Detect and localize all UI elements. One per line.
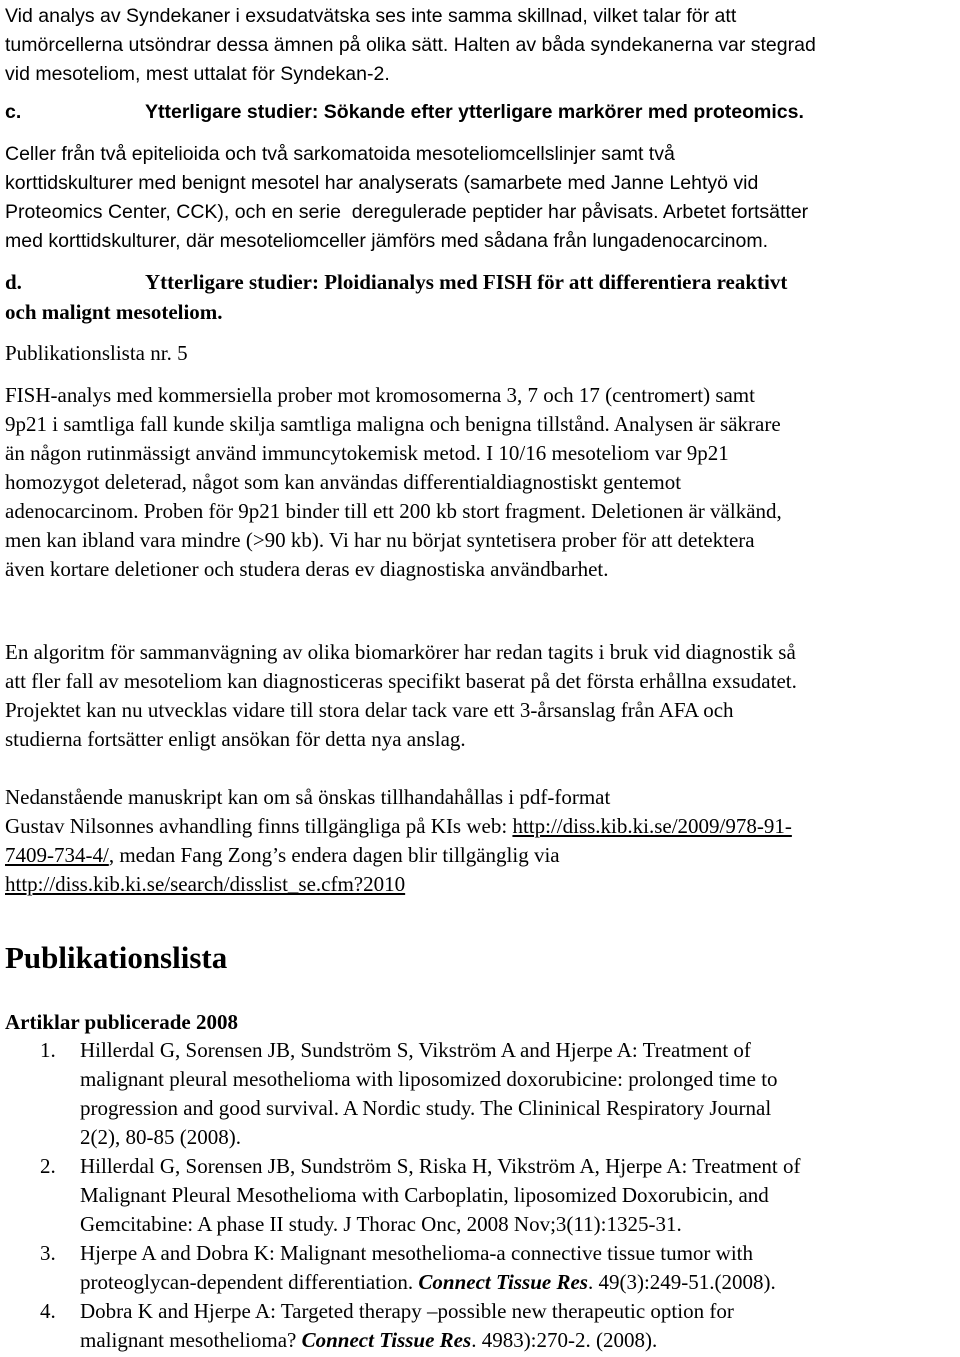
algorithm-line: En algoritm för sammanvägning av olika biomarkörer har redan tagits i bruk vid diagnostik så (5, 640, 796, 664)
algorithm-line: Projektet kan nu utvecklas vidare till stora delar tack vare ett 3-årsanslag från AFA och (5, 698, 734, 722)
publications-subheading: Artiklar publicerade 2008 (5, 1010, 238, 1034)
section-d-title: Ytterligare studier: Ploidianalys med FISH för att differentiera reaktivt (145, 270, 788, 294)
list-item-line: malignant pleural mesothelioma with liposomized doxorubicine: prolonged time to (80, 1067, 778, 1091)
section-c-line: korttidskulturer med benignt mesotel har analyserats (samarbete med Janne Lehtyö vid (5, 172, 759, 194)
list-item-line: Gemcitabine: A phase II study. J Thorac Onc, 2008 Nov;3(11):1325-31. (80, 1212, 682, 1236)
section-c-heading (5, 98, 804, 127)
manuscripts-line (5, 812, 792, 841)
intro-line: tumörcellerna utsöndrar dessa ämnen på olika sätt. Halten av båda syndekanerna var stegrad (5, 34, 816, 56)
section-c-line (5, 198, 808, 227)
list-item-number: 2. (40, 1154, 56, 1178)
list-item-line: Hillerdal G, Sorensen JB, Sundström S, Vikström A and Hjerpe A: Treatment of (80, 1038, 751, 1062)
list-item-line: Hjerpe A and Dobra K: Malignant mesothelioma-a connective tissue tumor with (80, 1241, 754, 1265)
list-item-line: Dobra K and Hjerpe A: Targeted therapy –possible new therapeutic option for (80, 1299, 734, 1323)
disslist-link[interactable]: http://diss.kib.ki.se/search/disslist_se.cfm?2010 (5, 872, 406, 896)
intro-line: vid mesoteliom, mest uttalat för Syndekan-2. (5, 63, 390, 85)
section-d-line: homozygot deleterad, något som kan användas differentialdiagnostiskt gentemot (5, 470, 682, 494)
manuscripts-line: Nedanstående manuskript kan om så önskas tillhandahållas i pdf-format (5, 785, 611, 809)
section-c-line: med korttidskulturer, där mesoteliomceller jämförs med sådana från lungadenocarcinom. (5, 230, 769, 252)
manuscripts-text: , medan Fang Zong’s endera dagen blir tillgänglig via (108, 843, 560, 867)
section-d-line: men kan ibland vara mindre (>90 kb). Vi har nu börjat syntetisera prober för att detektera (5, 528, 755, 552)
section-c-text-tail: Arbetet fortsätter (658, 201, 809, 223)
list-item-line (80, 1326, 657, 1355)
list-item-number: 1. (40, 1038, 56, 1062)
manuscripts-line (5, 870, 405, 899)
section-d-label: d. (5, 270, 22, 294)
list-item-line: 2(2), 80-85 (2008). (80, 1125, 241, 1149)
manuscripts-text: Gustav Nilsonnes avhandling finns tillgängliga på KIs web: (5, 814, 513, 838)
list-item-line: progression and good survival. A Nordic study. The Clininical Respiratory Journal (80, 1096, 772, 1120)
publication-reference: Publikationslista nr. 5 (5, 341, 188, 365)
journal-name: Connect Tissue Res (418, 1270, 588, 1294)
list-item-line: Malignant Pleural Mesothelioma with Carboplatin, liposomized Doxorubicin, and (80, 1183, 769, 1207)
algorithm-line: studierna fortsätter enligt ansökan för detta nya anslag. (5, 727, 466, 751)
section-c-line: Celler från två epitelioida och två sarkomatoida mesoteliomcellslinjer samt två (5, 143, 675, 165)
thesis-link[interactable]: http://diss.kib.ki.se/2009/978-91- (512, 814, 792, 838)
ref-text: malignant mesothelioma? (80, 1328, 302, 1352)
section-d-line: FISH-analys med kommersiella prober mot kromosomerna 3, 7 och 17 (centromert) samt (5, 383, 755, 407)
journal-name: Connect Tissue Res (301, 1328, 472, 1352)
section-c-text: Proteomics Center, CCK), och en serie deregulerade peptider har påvisats. (5, 201, 659, 223)
list-item-line: Hillerdal G, Sorensen JB, Sundström S, Riska H, Vikström A, Hjerpe A: Treatment of (80, 1154, 801, 1178)
ref-text: . 49(3):249-51.(2008). (587, 1270, 776, 1294)
section-d-heading (5, 268, 787, 297)
algorithm-line: att fler fall av mesoteliom kan diagnosticeras specifikt baserat på det första erhållna exsudatet. (5, 669, 797, 693)
section-d-line: 9p21 i samtliga fall kunde skilja samtliga maligna och benigna tillstånd. Analysen är säkrare (5, 412, 781, 436)
section-d-line: än någon rutinmässigt använd immuncytokemisk metod. I 10/16 mesoteliom var 9p21 (5, 441, 729, 465)
list-item-line (80, 1268, 776, 1297)
intro-line: Vid analys av Syndekaner i exsudatvätska ses inte samma skillnad, vilket talar för att (5, 5, 737, 27)
section-c-title: Ytterligare studier: Sökande efter ytterligare markörer med proteomics. (145, 101, 804, 123)
list-item-number: 4. (40, 1299, 56, 1323)
ref-text: proteoglycan-dependent differentiation. (80, 1270, 419, 1294)
ref-text: . 4983):270-2. (2008). (471, 1328, 658, 1352)
publications-heading: Publikationslista (5, 940, 228, 975)
section-d-line: även kortare deletioner och studera deras ev diagnostiska användbarhet. (5, 557, 609, 581)
section-d-line: adenocarcinom. Proben för 9p21 binder till ett 200 kb stort fragment. Deletionen är välkänd, (5, 499, 782, 523)
manuscripts-line (5, 841, 560, 870)
section-c-label: c. (5, 101, 22, 123)
section-d-heading-cont: och malignt mesoteliom. (5, 300, 223, 324)
thesis-link-cont[interactable]: 7409-734-4/ (5, 843, 109, 867)
list-item-number: 3. (40, 1241, 56, 1265)
